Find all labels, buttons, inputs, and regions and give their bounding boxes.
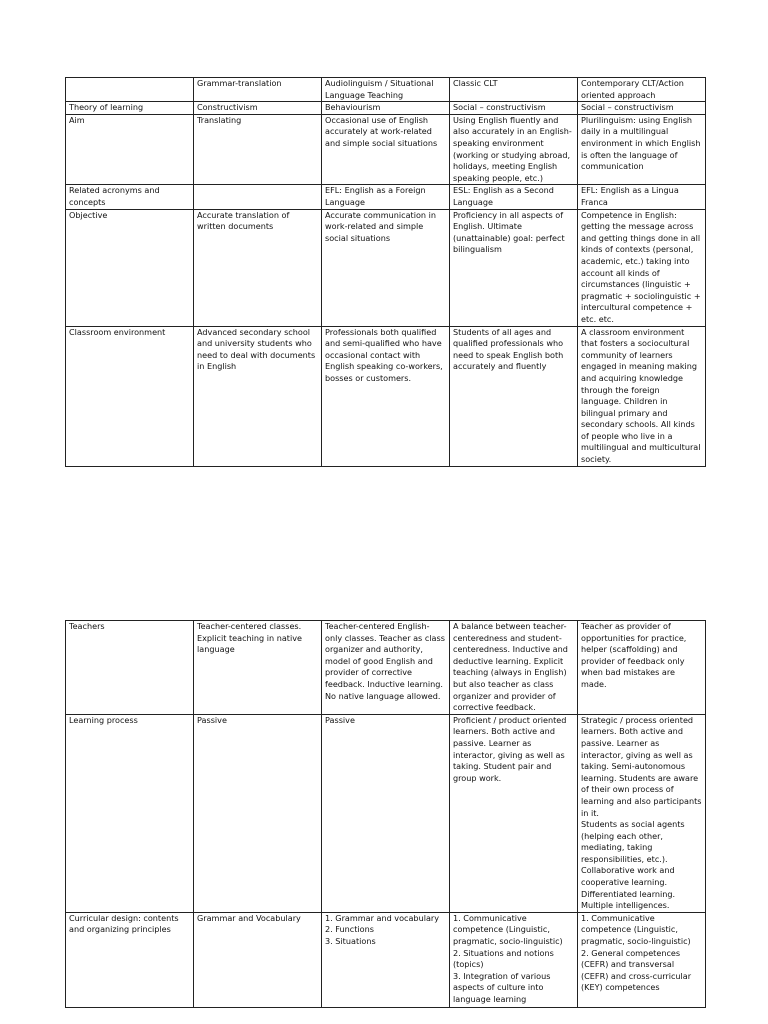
table-cell: Students of all ages and qualified professionals who need to speak English both accurately and fluently: [450, 326, 578, 466]
table-row-aim: [66, 114, 706, 185]
table-row-objective: [66, 209, 706, 326]
table-cell: Using English fluently and also accurately in an English-speaking environment (working or studying abroad, holidays, meeting English speaking people, etc.): [450, 114, 578, 185]
table-cell: Advanced secondary school and university students who need to deal with documents in English: [194, 326, 322, 466]
table-cell: Strategic / process oriented learners. Both active and passive. Learner as interactor, giving as well as taking. Semi-autonomous learning. Students are aware of their own process of learning and also participants in it. Students as social agents (helping each other, mediating, taking responsibilities, etc.). Collaborative work and cooperative learning. Differentiated learning. Multiple intelligences.: [578, 714, 706, 912]
table-cell: Occasional use of English accurately at work-related and simple social situations: [322, 114, 450, 185]
table-row-classroom-environment: [66, 326, 706, 466]
table-cell: 1. Communicative competence (Linguistic, pragmatic, socio-linguistic) 2. Situations and notions (topics) 3. Integration of various aspects of culture into language learning: [450, 912, 578, 1007]
table-cell: EFL: English as a Lingua Franca: [578, 185, 706, 209]
table-cell: Professionals both qualified and semi-qualified who have occasional contact with English speaking co-workers, bosses or customers.: [322, 326, 450, 466]
table-row-curricular-design: [66, 912, 706, 1007]
table-cell: Translating: [194, 114, 322, 185]
table-row-learning-process: [66, 714, 706, 912]
row-label-cell: Curricular design: contents and organizing principles: [66, 912, 194, 1007]
row-label-cell: Teachers: [66, 621, 194, 715]
header-cell-empty: [66, 78, 194, 102]
table-cell: Constructivism: [194, 102, 322, 115]
table-cell: Passive: [322, 714, 450, 912]
table-cell: Accurate communication in work-related and simple social situations: [322, 209, 450, 326]
table-cell: [194, 185, 322, 209]
table-cell: Social – constructivism: [450, 102, 578, 115]
header-cell-audiolinguism: Audiolinguism / Situational Language Teaching: [322, 78, 450, 102]
table-cell: Passive: [194, 714, 322, 912]
table-cell: Plurilinguism: using English daily in a multilingual environment in which English is often the language of communication: [578, 114, 706, 185]
row-label-cell: Aim: [66, 114, 194, 185]
row-label-cell: Theory of learning: [66, 102, 194, 115]
header-cell-contemporary-clt: Contemporary CLT/Action oriented approach: [578, 78, 706, 102]
table-cell: Behaviourism: [322, 102, 450, 115]
table-cell: Proficient / product oriented learners. Both active and passive. Learner as interactor, giving as well as taking. Student pair and group work.: [450, 714, 578, 912]
table-cell: Teacher-centered classes. Explicit teaching in native language: [194, 621, 322, 715]
table-cell: Accurate translation of written documents: [194, 209, 322, 326]
row-label-cell: Learning process: [66, 714, 194, 912]
table-cell: Proficiency in all aspects of English. Ultimate (unattainable) goal: perfect bilingualism: [450, 209, 578, 326]
table-cell: A classroom environment that fosters a sociocultural community of learners engaged in meaning making and acquiring knowledge through the foreign language. Children in bilingual primary and secondary schools. All kinds of people who live in a multilingual and multicultural society.: [578, 326, 706, 466]
table-cell: Teacher as provider of opportunities for practice, helper (scaffolding) and provider of feedback only when bad mistakes are made.: [578, 621, 706, 715]
table-header-row: [66, 78, 706, 102]
methods-comparison-table-2: [65, 620, 706, 1008]
row-label-cell: Classroom environment: [66, 326, 194, 466]
table-row-related-acronyms: [66, 185, 706, 209]
table-row-theory-of-learning: [66, 102, 706, 115]
table-cell: Grammar and Vocabulary: [194, 912, 322, 1007]
header-cell-classic-clt: Classic CLT: [450, 78, 578, 102]
header-cell-grammar-translation: Grammar-translation: [194, 78, 322, 102]
table-cell: Social – constructivism: [578, 102, 706, 115]
table-row-teachers: [66, 621, 706, 715]
row-label-cell: Related acronyms and concepts: [66, 185, 194, 209]
methods-comparison-table-1: [65, 77, 706, 467]
table-cell: Teacher-centered English-only classes. Teacher as class organizer and authority, model of good English and provider of corrective feedback. Inductive learning. No native language allowed.: [322, 621, 450, 715]
row-label-cell: Objective: [66, 209, 194, 326]
table-cell: Competence in English: getting the message across and getting things done in all kinds of contexts (personal, academic, etc.) taking into account all kinds of circumstances (linguistic + pragmatic + sociolinguistic + intercultural competence + etc. etc.: [578, 209, 706, 326]
table-cell: 1. Grammar and vocabulary 2. Functions 3. Situations: [322, 912, 450, 1007]
table-cell: A balance between teacher-centeredness and student-centeredness. Inductive and deductive learning. Explicit teaching (always in English) but also teacher as class organizer and provider of corrective feedback.: [450, 621, 578, 715]
table-cell: ESL: English as a Second Language: [450, 185, 578, 209]
table-cell: EFL: English as a Foreign Language: [322, 185, 450, 209]
table-cell: 1. Communicative competence (Linguistic, pragmatic, socio-linguistic) 2. General competences (CEFR) and transversal (CEFR) and cross-curricular (KEY) competences: [578, 912, 706, 1007]
